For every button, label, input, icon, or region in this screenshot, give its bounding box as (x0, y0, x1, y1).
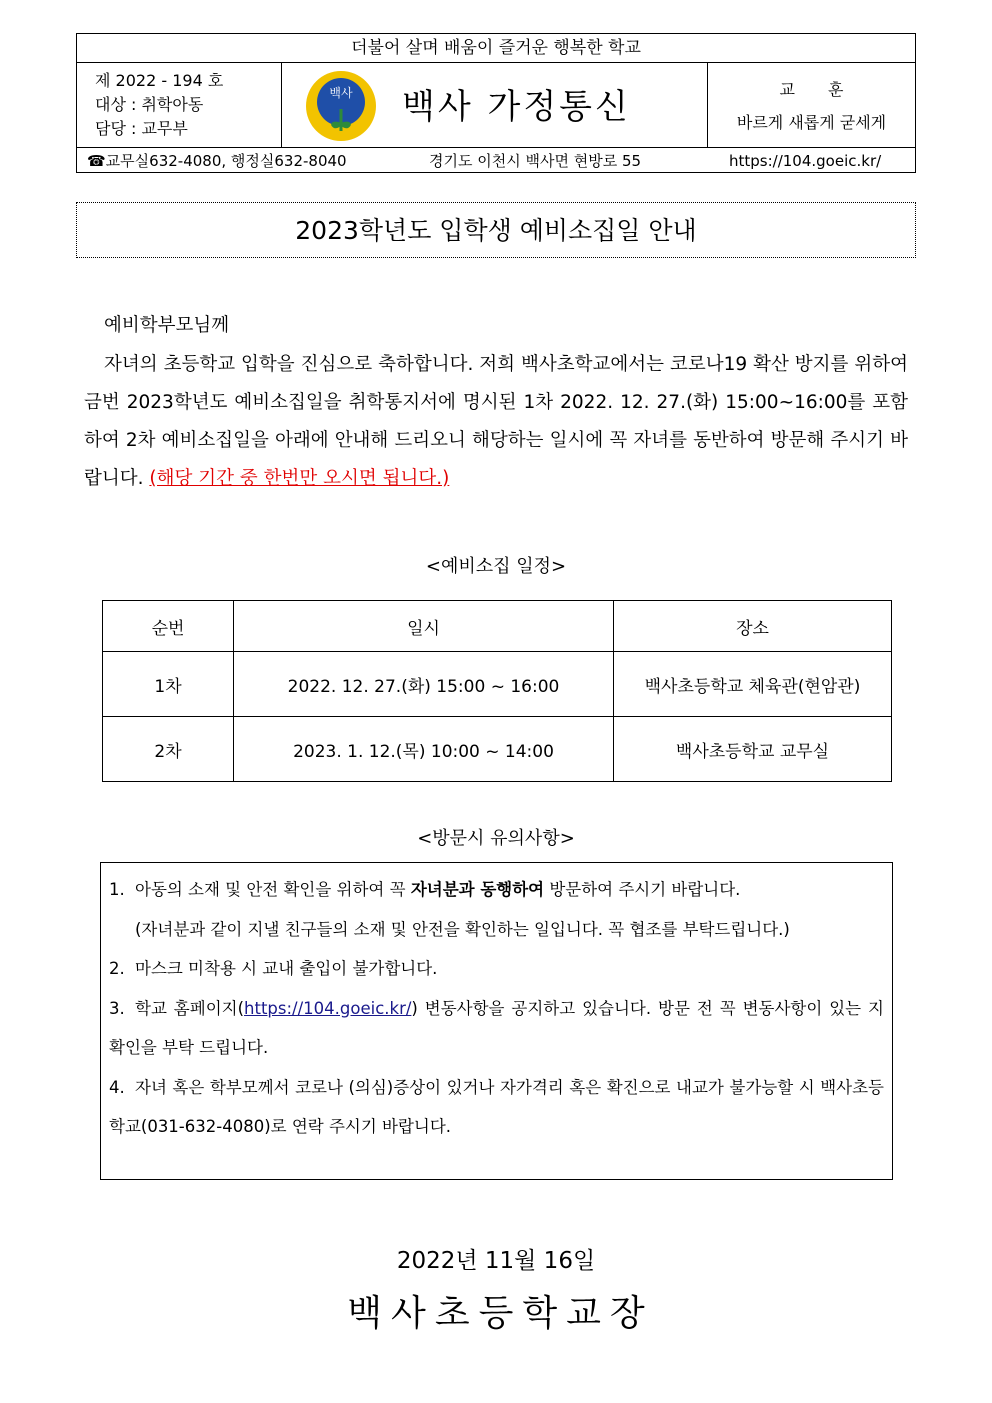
greeting: 예비학부모님께 (104, 315, 230, 336)
item-text: ) 변동사항을 공지하고 있습니다. 방문 전 꼭 변동사항이 있는 지 확인을 부탁 드립니다. (109, 998, 884, 1057)
letter-body (84, 310, 908, 498)
column-header: 장소 (614, 601, 892, 652)
table-header-row (103, 601, 892, 652)
item-number: 2. (109, 959, 125, 978)
table-cell: 2023. 1. 12.(목) 10:00 ~ 14:00 (234, 717, 614, 782)
caution-item-1 (109, 870, 884, 949)
table-cell: 백사초등학교 체육관(현암관) (614, 652, 892, 717)
intro-paragraph (84, 346, 908, 498)
caution-item-2 (109, 949, 884, 989)
caution-item-4 (109, 1068, 884, 1147)
caution-caption: <방문시 유의사항> (417, 828, 575, 849)
table-row (103, 717, 892, 782)
item-text: 학교 홈페이지( (135, 998, 245, 1018)
newsletter-header (76, 33, 916, 173)
website-link[interactable]: https://104.goeic.kr/ (729, 152, 882, 170)
school-motto-box (707, 63, 915, 147)
item-text: 방문하여 주시기 바랍니다. (544, 880, 741, 899)
department: 담당 : 교무부 (95, 119, 188, 138)
school-slogan: 더불어 살며 배움이 즐거운 행복한 학교 (77, 34, 915, 63)
title-area (282, 63, 707, 147)
document-title: 2023학년도 입학생 예비소집일 안내 (76, 202, 916, 258)
item-note: (자녀분과 같이 지낼 친구들의 소재 및 안전을 확인하는 일입니다. 꼭 협조를 부탁드립니다.) (135, 919, 790, 939)
school-address: 경기도 이천시 백사면 현방로 55 (429, 152, 642, 170)
school-logo-icon (304, 69, 378, 143)
school-motto-title: 교 훈 (779, 80, 858, 99)
notice-text: (해당 기간 중 한번만 오시면 됩니다.) (149, 468, 450, 489)
item-number: 4. (109, 1077, 125, 1097)
item-text: 아동의 소재 및 안전 확인을 위하여 꼭 (135, 880, 411, 899)
intro-text: 자녀의 초등학교 입학을 진심으로 축하합니다. 저희 백사초학교에서는 코로나19 확산 방지를 위하여 금번 2023학년도 예비소집일을 취학통지서에 명시된 1차 2022. 12. 27.(화) 15:00~16:00를 포함하여 2차 예비소집일을 아래에 안내해 드리오니 해당하는 일시에 꼭 자녀를 동반하여 방문해 주시기 바랍니다. (84, 354, 908, 489)
header-main-row (77, 63, 915, 148)
school-motto: 바르게 새롭게 굳세게 (736, 113, 887, 132)
schedule-caption: <예비소집 일정> (425, 556, 567, 577)
item-emphasis: 자녀분과 동행하여 (410, 880, 545, 899)
item-number: 1. (109, 880, 125, 899)
column-header: 순번 (103, 601, 234, 652)
contact-row (77, 148, 915, 174)
phone-numbers: ☎교무실632-4080, 행정실632-8040 (87, 152, 347, 170)
item-number: 3. (109, 998, 125, 1018)
table-row (103, 652, 892, 717)
schedule-table (102, 600, 892, 782)
principal-signature: 백사초등학교장 (347, 1293, 654, 1334)
newsletter-title: 백사 가정통신 (402, 87, 631, 127)
issue-info (77, 63, 282, 147)
item-text: 마스크 미착용 시 교내 출입이 불가합니다. (135, 959, 438, 978)
table-cell: 백사초등학교 교무실 (614, 717, 892, 782)
audience: 대상 : 취학아동 (95, 95, 204, 114)
caution-item-3 (109, 989, 884, 1068)
issue-number: 제 2022 - 194 호 (95, 71, 224, 90)
item-text: 자녀 혹은 학부모께서 코로나 (의심)증상이 있거나 자가격리 혹은 확진으로 내교가 불가능할 시 백사초등학교(031-632-4080)로 연락 주시기 바랍니다. (109, 1077, 884, 1136)
table-cell: 2022. 12. 27.(화) 15:00 ~ 16:00 (234, 652, 614, 717)
issue-date: 2022년 11월 16일 (396, 1248, 596, 1274)
logo-text: 백사 (329, 86, 353, 100)
table-cell: 1차 (103, 652, 234, 717)
homepage-link[interactable]: https://104.goeic.kr/ (244, 998, 412, 1018)
table-cell: 2차 (103, 717, 234, 782)
column-header: 일시 (234, 601, 614, 652)
caution-box (100, 862, 893, 1180)
